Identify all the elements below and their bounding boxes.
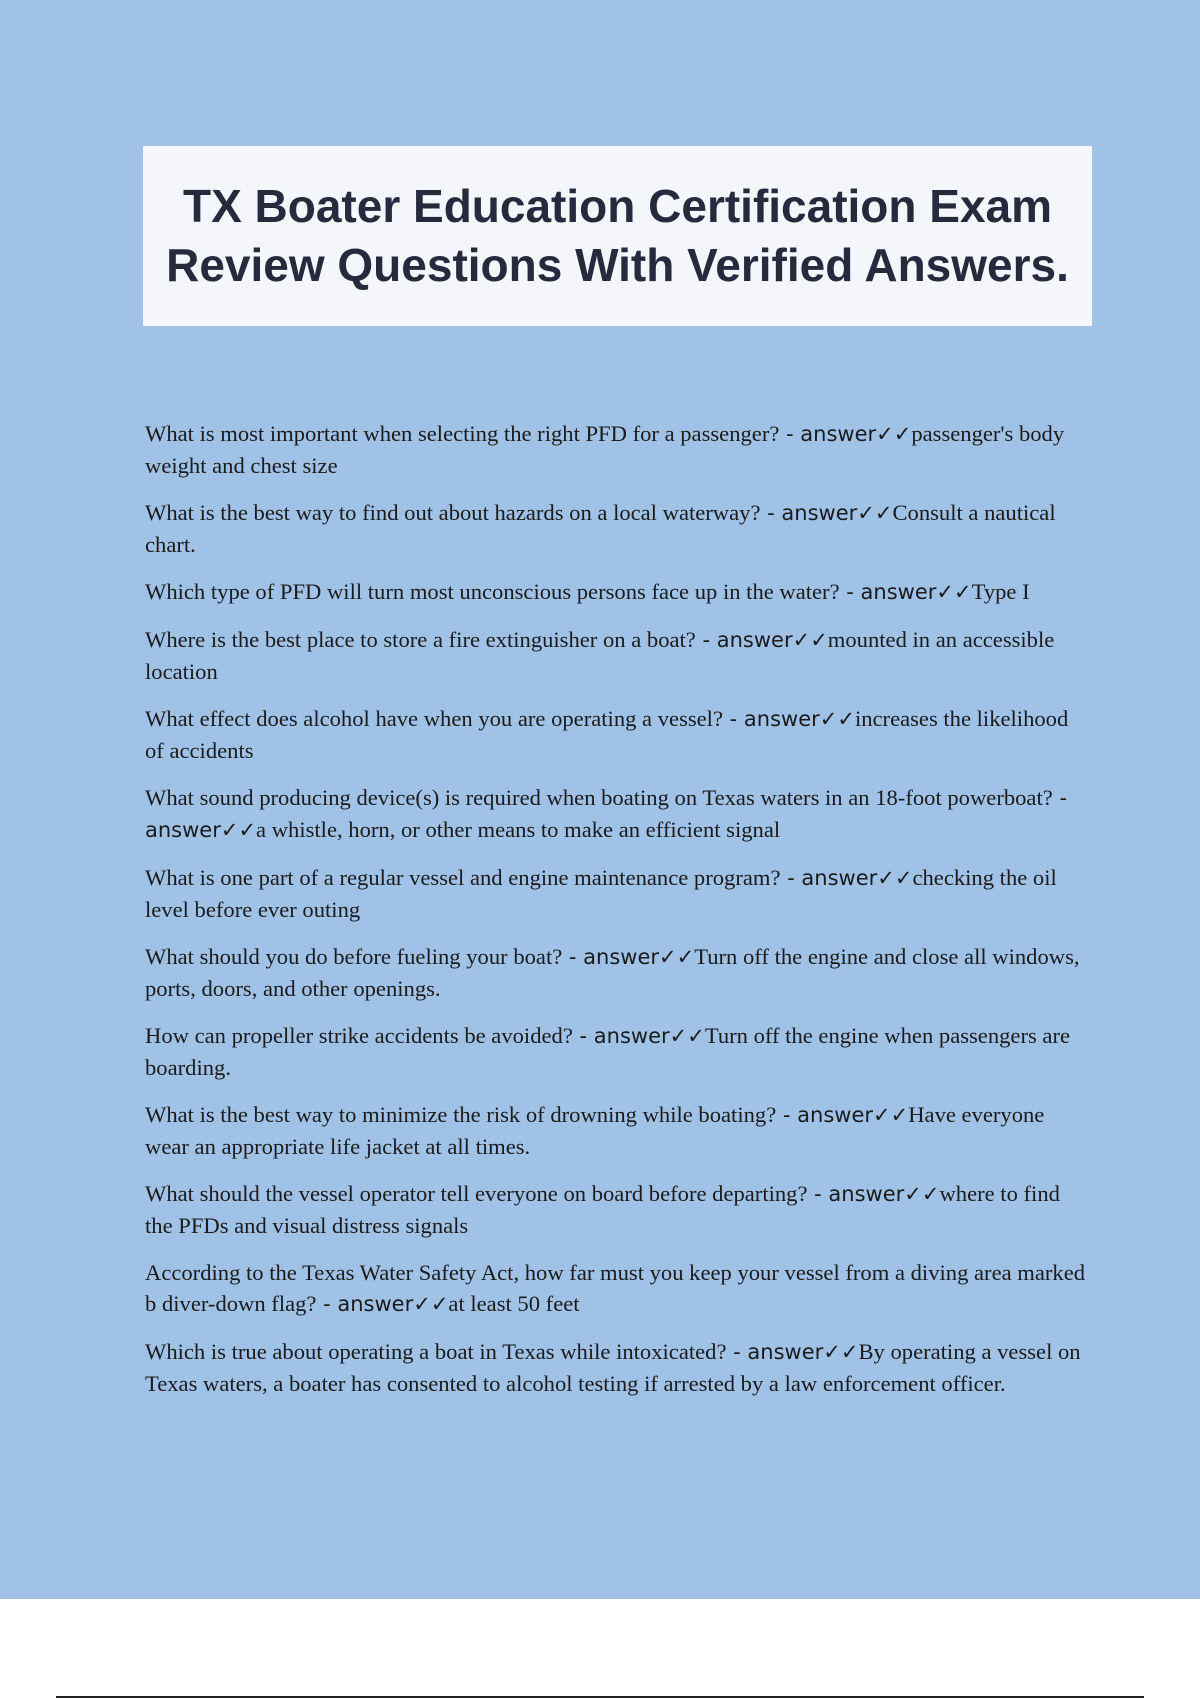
answer-text: Turn off the engine when passengers are boarding. [145, 1023, 1071, 1080]
qa-item [145, 497, 1090, 560]
answer-marker: - answer✓✓ [562, 945, 695, 969]
answer-marker: - answer✓✓ [779, 422, 912, 446]
answer-marker: - answer✓✓ [572, 1024, 705, 1048]
answer-marker: - answer✓✓ [807, 1182, 940, 1206]
answer-text: Turn off the engine and close all windows, ports, doors, and other openings. [145, 944, 1080, 1001]
title-box [143, 146, 1092, 326]
qa-item [145, 624, 1090, 687]
answer-marker: - answer✓✓ [776, 1103, 909, 1127]
question-text: What is the best way to find out about hazards on a local waterway? [145, 500, 761, 525]
question-text: What should the vessel operator tell everyone on board before departing? [145, 1181, 808, 1206]
answer-marker: - answer✓✓ [760, 501, 893, 525]
question-text: What should you do before fueling your boat? [145, 944, 563, 969]
qa-item [145, 782, 1090, 846]
qa-item [145, 1020, 1090, 1083]
answer-text: Type I [971, 579, 1030, 604]
answer-marker: - answer✓✓ [726, 1340, 859, 1364]
answer-marker: - answer✓✓ [722, 707, 855, 731]
answer-marker: - answer✓✓ [839, 580, 972, 604]
answer-text: increases the likelihood of accidents [145, 706, 1069, 763]
document-title: TX Boater Education Certification Exam Review Questions With Verified Answers. [166, 180, 1069, 291]
answer-text: a whistle, horn, or other means to make an efficient signal [256, 817, 781, 842]
answer-text: mounted in an accessible location [145, 627, 1055, 684]
answer-text: Have everyone wear an appropriate life jacket at all times. [145, 1102, 1045, 1159]
question-text: Which type of PFD will turn most unconscious persons face up in the water? [145, 579, 840, 604]
answer-text: passenger's body weight and chest size [145, 421, 1065, 478]
question-text: What is one part of a regular vessel and engine maintenance program? [145, 865, 781, 890]
answer-text: By operating a vessel on Texas waters, a boater has consented to alcohol testing if arrested by a law enforcement officer. [145, 1339, 1081, 1396]
footer-divider [56, 1696, 1144, 1698]
question-text: What effect does alcohol have when you are operating a vessel? [145, 706, 723, 731]
question-text: According to the Texas Water Safety Act, how far must you keep your vessel from a diving area marked b diver-down flag? [145, 1260, 1086, 1316]
question-text: What is the best way to minimize the risk of drowning while boating? [145, 1102, 777, 1127]
qa-item [145, 862, 1090, 925]
answer-text: Consult a nautical chart. [145, 500, 1056, 557]
question-text: Where is the best place to store a fire extinguisher on a boat? [145, 627, 696, 652]
answer-text: at least 50 feet [448, 1291, 580, 1316]
qa-item [145, 1336, 1090, 1399]
answer-marker: - answer✓✓ [695, 628, 828, 652]
answer-marker: - answer✓✓ [316, 1292, 449, 1316]
qa-list [145, 418, 1090, 1415]
answer-text: where to find the PFDs and visual distress signals [145, 1181, 1060, 1238]
answer-text: checking the oil level before ever outing [145, 865, 1057, 922]
question-text: What sound producing device(s) is required when boating on Texas waters in an 18-foot powerboat? [145, 785, 1053, 810]
answer-marker: - answer✓✓ [780, 866, 913, 890]
question-text: What is most important when selecting the right PFD for a passenger? [145, 421, 780, 446]
answer-marker: - answer✓✓ [145, 786, 1068, 842]
question-text: Which is true about operating a boat in Texas while intoxicated? [145, 1339, 727, 1364]
qa-item [145, 941, 1090, 1004]
question-text: How can propeller strike accidents be avoided? [145, 1023, 573, 1048]
qa-item [145, 1257, 1090, 1320]
qa-item [145, 1099, 1090, 1162]
qa-item [145, 576, 1090, 608]
qa-item [145, 1178, 1090, 1241]
qa-item [145, 703, 1090, 766]
qa-item [145, 418, 1090, 481]
